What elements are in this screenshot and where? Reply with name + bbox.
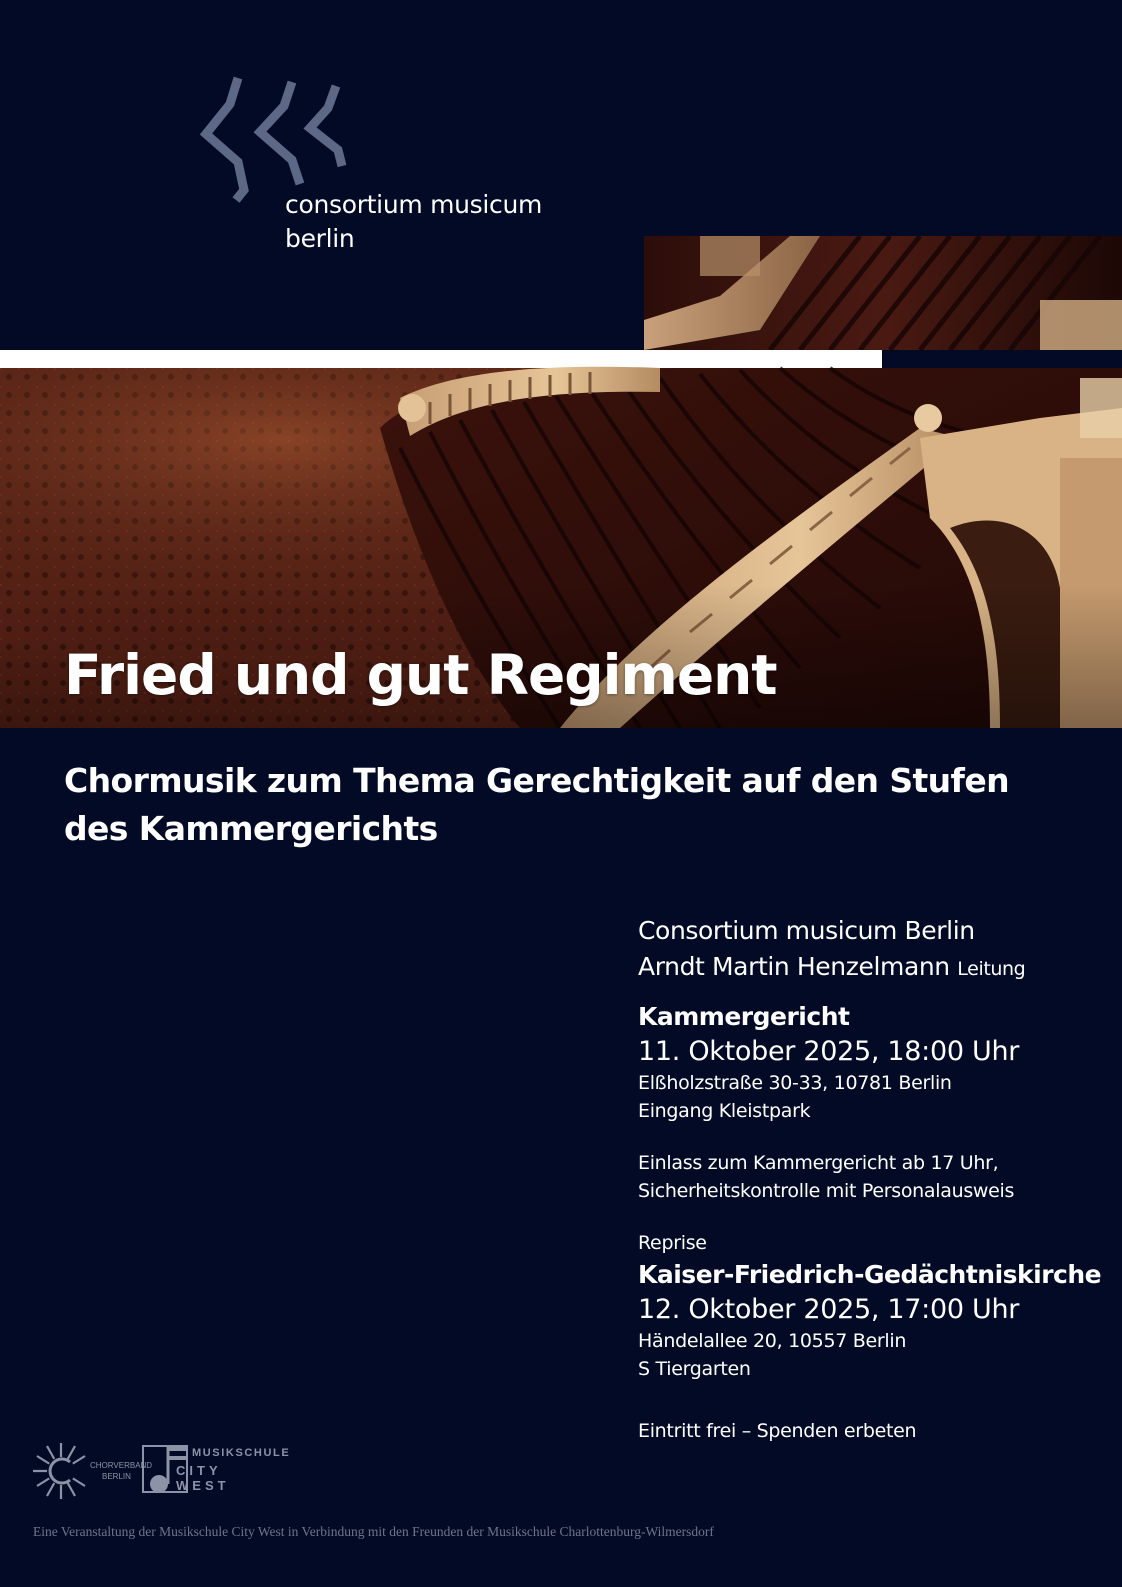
concert2-address: Händelallee 20, 10557 Berlin	[638, 1330, 907, 1352]
admission-note: Eintritt frei – Spenden erbeten	[638, 1420, 917, 1442]
school-logo-text-line2: CITY	[176, 1463, 222, 1478]
choir-logo-text-line2: BERLIN	[102, 1472, 131, 1481]
school-logo-text-line3: WEST	[176, 1478, 230, 1493]
musikschule-logo-icon	[142, 1444, 312, 1496]
choir-logo-text-line1: CHORVERBAND	[90, 1461, 153, 1470]
conductor-name: Arndt Martin Henzelmann	[638, 952, 950, 981]
school-logo-text-line1: MUSIKSCHULE	[192, 1447, 291, 1459]
poster-title: Fried und gut Regiment	[64, 643, 777, 707]
concert1-entrance: Eingang Kleistpark	[638, 1100, 811, 1122]
concert1-datetime: 11. Oktober 2025, 18:00 Uhr	[638, 1036, 1020, 1067]
concert1-venue: Kammergericht	[638, 1002, 850, 1031]
concert1-note-line1: Einlass zum Kammergericht ab 17 Uhr,	[638, 1152, 999, 1174]
logo-text-line1: consortium musicum	[285, 190, 543, 219]
concert2-station: S Tiergarten	[638, 1358, 751, 1380]
divider-bar	[0, 350, 882, 368]
poster-subtitle: Chormusik zum Thema Gerechtigkeit auf den Stufen des Kammergerichts	[64, 761, 1009, 848]
concert1-note-line2: Sicherheitskontrolle mit Personalausweis	[638, 1180, 1015, 1202]
concert-info	[638, 913, 1108, 1445]
footer-note: Eine Veranstaltung der Musikschule City West in Verbindung mit den Freunden der Musikschule Charlottenburg-Wilmersdorf	[33, 1524, 714, 1539]
concert2-venue: Kaiser-Friedrich-Gedächtniskirche	[638, 1260, 1102, 1289]
staircase-photo-upper	[644, 236, 1122, 350]
concert1-address: Elßholzstraße 30-33, 10781 Berlin	[638, 1072, 952, 1094]
conductor-role: Leitung	[957, 958, 1026, 980]
logo-text-line2: berlin	[285, 224, 355, 253]
conductor-line	[638, 949, 1108, 987]
ensemble-name: Consortium musicum Berlin	[638, 916, 975, 945]
reprise-label: Reprise	[638, 1232, 707, 1254]
chorverband-logo-icon	[30, 1440, 153, 1502]
concert2-datetime: 12. Oktober 2025, 17:00 Uhr	[638, 1294, 1020, 1325]
